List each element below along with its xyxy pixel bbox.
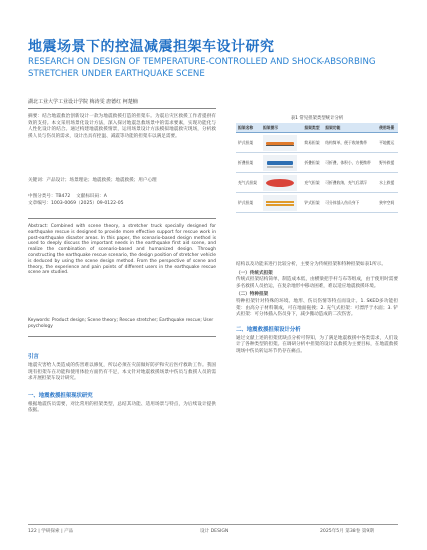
divider (28, 108, 216, 109)
section-1-heading: 一、地震救援担架现状研究 (28, 392, 93, 399)
keywords-cn: 关键词：产品设计；场景理论；地震救援；地震救援；用户心理 (28, 178, 157, 183)
table-cell: 铲式担架 (302, 193, 323, 213)
table-cell: 充气式担架 (236, 173, 261, 193)
stretcher-table (236, 123, 398, 213)
footer-page-info: 122 | 学研探索 | 产品 (28, 529, 74, 534)
table-cell: 铲式担架 (236, 133, 261, 153)
table-cell: 可折叠收纳，充气后漂浮 (323, 173, 377, 193)
table-row (236, 173, 398, 193)
abstract-en: Abstract: Combined with scene theory, a stretcher truck specially designed for earthquake rescue is designed to provide more effective support for rescue work in post-earthquake disaster areas. In this paper, the scenario-based design method is used to deeply discuss the important needs in the earthquake first aid scene, and realize the combination of scenario-based and humanized design. Through constructing the earthquake rescue scenario, the design position of stretcher vehicle is deduced by using the scene design method. From the perspective of scene and theory, the experience and pain points of different users in the earthquake rescue scene are studied. (28, 224, 216, 276)
paper-title-en: RESEARCH ON DESIGN OF TEMPERATURE-CONTROLLED AND SHOCK-ABSORBING STRETCHER UNDER EARTHQUAKE SCENE (28, 57, 376, 79)
table-row (236, 193, 398, 213)
intro-heading: 引言 (28, 354, 39, 360)
right-paragraph: 结构以及功能来进行比较分析，主要分为传统担架和特种担架如表1所示。 (236, 262, 386, 267)
table-cell: 野外救援 (377, 153, 398, 173)
right-paragraph: 传统式担架结构简单，制造成本低，由横梁把手杆与布等组成，由于使用时需要多名救援人员抬运，在复杂地形中移动困难，难以适应地震救援环境。 (236, 277, 398, 289)
table-header: 使用场景 (377, 123, 398, 133)
table-cell: 平地搬运 (377, 133, 398, 153)
table-cell: 结构简单，便于收纳携带 (323, 133, 377, 153)
abstract-cn: 摘要：结合地震救治创新设计一款为地震救援打造的担架车。为震后灾区救援工作者提供有效的支持。本文采用场景化设计方法，深入探讨地震急救场景中的需求要素，实现功能化与人性化设计的结合。通过构建地震救援情景，运用场景设计方法模拟地震救灾现场，分析救援人员与伤员的需求，设计出具有控温、减震等功能的担架车以满足需要。 (28, 114, 216, 139)
table-row (236, 153, 398, 173)
table-row (236, 133, 398, 153)
section-2-heading: 二、地震救援担架设计分析 (236, 326, 301, 333)
table-header: 担架功能 (323, 123, 377, 133)
stretcher-image (263, 195, 297, 211)
affiliation: 湖北工业大学工业设计学院 梅涛雯 唐德红 柯楚楠 (28, 99, 138, 105)
footer-journal-logo: 设计 DESIGN (200, 529, 229, 534)
right-body (236, 262, 398, 356)
divider (28, 336, 216, 337)
table-cell (261, 173, 302, 193)
table-cell (261, 133, 302, 153)
right-paragraph: 特种担架针对特殊的环境、地形、伤员伤情等特点而设计。1. SKED多功能担架：由高分子材料制成，可在地面拖拽；2. 充气式担架：可漂浮于水面；3. 铲式担架：可分体插入伤员身下，减少搬动造成的二次伤害。 (236, 298, 398, 318)
right-paragraph: 通过文献上述的担架优缺点分析可得知，为了满足地震救援中各类需求，人们设计了各种类型的担架。在调研分析中担架的设计以救援为主要目标，在地震救援现场中伤员转运环节仍存在痛点。 (236, 335, 398, 354)
article-number: 文章编号：1003-0069（2025）09-0122-05 (28, 200, 124, 206)
left-body (28, 352, 216, 415)
table-caption: 表1 常见担架类型统计分析 (290, 116, 344, 121)
stretcher-image (263, 135, 297, 151)
keywords-en: Keywords: Product design; Scene theory; Rescue stretcher; Earthquake rescue; User psychology (28, 318, 214, 329)
table-cell: 可折叠，体积小，方便携带 (323, 153, 377, 173)
divider (28, 218, 216, 219)
subsection-heading: （二）特种担架 (236, 292, 269, 298)
intro-paragraph: 地震灾害给人类造成的伤害难以修复，所以必须在灾前做好防护和灾后医疗救助工作。我国现有担架车在功能和使用体验方面仍有不足，本文针对地震救援场景中伤员与救援人员的需求开展担架车设计研究。 (28, 363, 216, 382)
footer-issue: 2025年5月 第38卷 第9期 (320, 529, 374, 534)
table-cell: 充气担架 (302, 173, 323, 193)
stretcher-image (263, 175, 297, 191)
table-cell (261, 193, 302, 213)
table-cell: 狭窄空间 (377, 193, 398, 213)
paper-title-cn: 地震场景下的控温减震担架车设计研究 (28, 39, 275, 55)
table-header: 担架图示 (261, 123, 302, 133)
table-cell: 可分体插入伤员身下 (323, 193, 377, 213)
table-header: 担架名称 (236, 123, 261, 133)
table-cell: 折叠担架 (236, 153, 261, 173)
table-cell (261, 153, 302, 173)
table-header: 担架类型 (302, 123, 323, 133)
footer-divider (28, 524, 398, 525)
table-cell: 水上救援 (377, 173, 398, 193)
doc-code: 文献标识码：A (76, 194, 107, 199)
table-cell: 折叠担架 (302, 153, 323, 173)
classification-meta (28, 194, 216, 207)
stretcher-image (263, 155, 297, 171)
table-cell: 简易担架 (302, 133, 323, 153)
clc-number: 中图分类号：TB472 (28, 194, 71, 199)
subsection-heading: （一）传统式担架 (236, 270, 273, 276)
section-1-paragraph: 根据地震伤员需要，对比常用的担架类型，总结其功能、适用场景与特点，为后续设计提供依据。 (28, 401, 216, 414)
table-cell: 铲式担架 (236, 193, 261, 213)
